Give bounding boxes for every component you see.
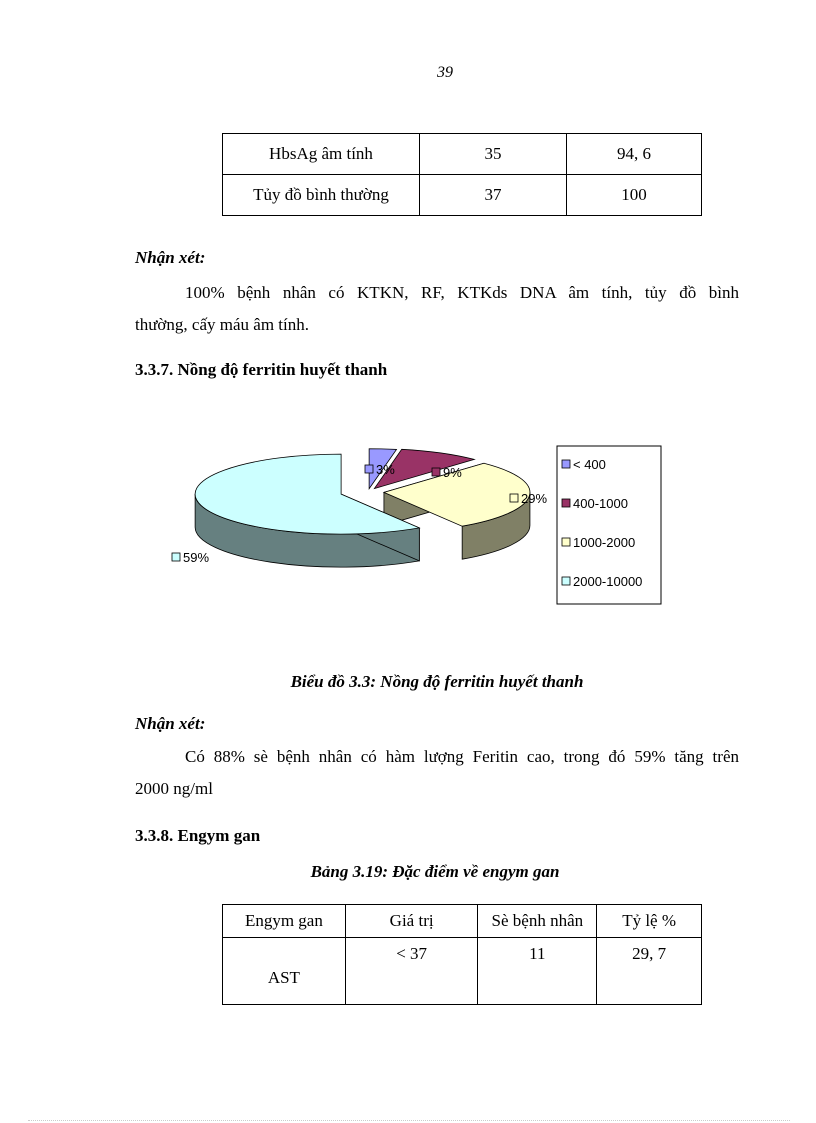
data-label: 3% (376, 462, 395, 477)
table-header-row (223, 905, 702, 938)
ferritin-pie-chart (160, 440, 680, 620)
remark-heading: Nhận xét: (135, 248, 206, 267)
enzyme-value: < 37 (396, 944, 428, 963)
legend-swatch (562, 460, 570, 468)
data-label: 9% (443, 465, 462, 480)
legend-label: 2000-10000 (573, 574, 643, 589)
table-cell: 37 (420, 175, 567, 216)
legend-swatch (562, 538, 570, 546)
table-header-cell: Giá trị (345, 905, 478, 938)
table-cell: 94, 6 (567, 134, 702, 175)
section-heading: 3.3.7. Nồng độ ferritin huyết thanh (135, 360, 388, 379)
data-label: 59% (183, 550, 210, 565)
remark-text-line: thường, cấy máu âm tính. (135, 315, 310, 334)
table-row (223, 134, 702, 175)
data-label-key (510, 494, 518, 502)
enzyme-table (222, 904, 702, 1005)
section-heading: 3.3.8. Engym gan (135, 826, 261, 845)
chart-legend (557, 446, 661, 604)
table-caption: Bảng 3.19: Đặc điểm về engym gan (310, 862, 560, 881)
table-cell: 100 (567, 175, 702, 216)
table-row (223, 938, 702, 1005)
table-header-cell: Sè bệnh nhân (478, 905, 597, 938)
table-cell (223, 938, 346, 1005)
remark-heading: Nhận xét: (135, 714, 206, 733)
legend-label: 1000-2000 (573, 535, 636, 550)
table-header-cell: Tỷ lệ % (597, 905, 702, 938)
data-label-key (365, 465, 373, 473)
results-table (222, 133, 702, 216)
table-row (223, 175, 702, 216)
pie-group (172, 449, 547, 567)
page-bottom-rule (28, 1120, 790, 1121)
remark-text-line: Có 88% sè bệnh nhân có hàm lượng Feritin cao, trong đó 59% tăng trên (185, 747, 739, 766)
table-cell (345, 938, 478, 1005)
remark-text-line: 2000 ng/ml (135, 779, 213, 798)
enzyme-name: AST (267, 968, 300, 987)
table-header-cell: Engym gan (223, 905, 346, 938)
remark-text-line: 100% bệnh nhân có KTKN, RF, KTKds DNA âm tính, tủy đồ bình (185, 283, 739, 302)
table-cell (478, 938, 597, 1005)
data-label-key (172, 553, 180, 561)
chart-caption: Biểu đồ 3.3: Nồng độ ferritin huyết thanh (290, 672, 584, 691)
legend-swatch (562, 577, 570, 585)
table-cell: HbsAg âm tính (223, 134, 420, 175)
enzyme-count: 11 (529, 944, 546, 963)
legend-swatch (562, 499, 570, 507)
table-cell: 35 (420, 134, 567, 175)
page-number: 39 (437, 64, 453, 81)
data-label: 29% (521, 491, 548, 506)
legend-label: 400-1000 (573, 496, 628, 511)
table-cell (597, 938, 702, 1005)
enzyme-percent: 29, 7 (632, 944, 667, 963)
data-label-key (432, 468, 440, 476)
table-cell: Tủy đồ bình thường (223, 175, 420, 216)
legend-label: < 400 (573, 457, 606, 472)
